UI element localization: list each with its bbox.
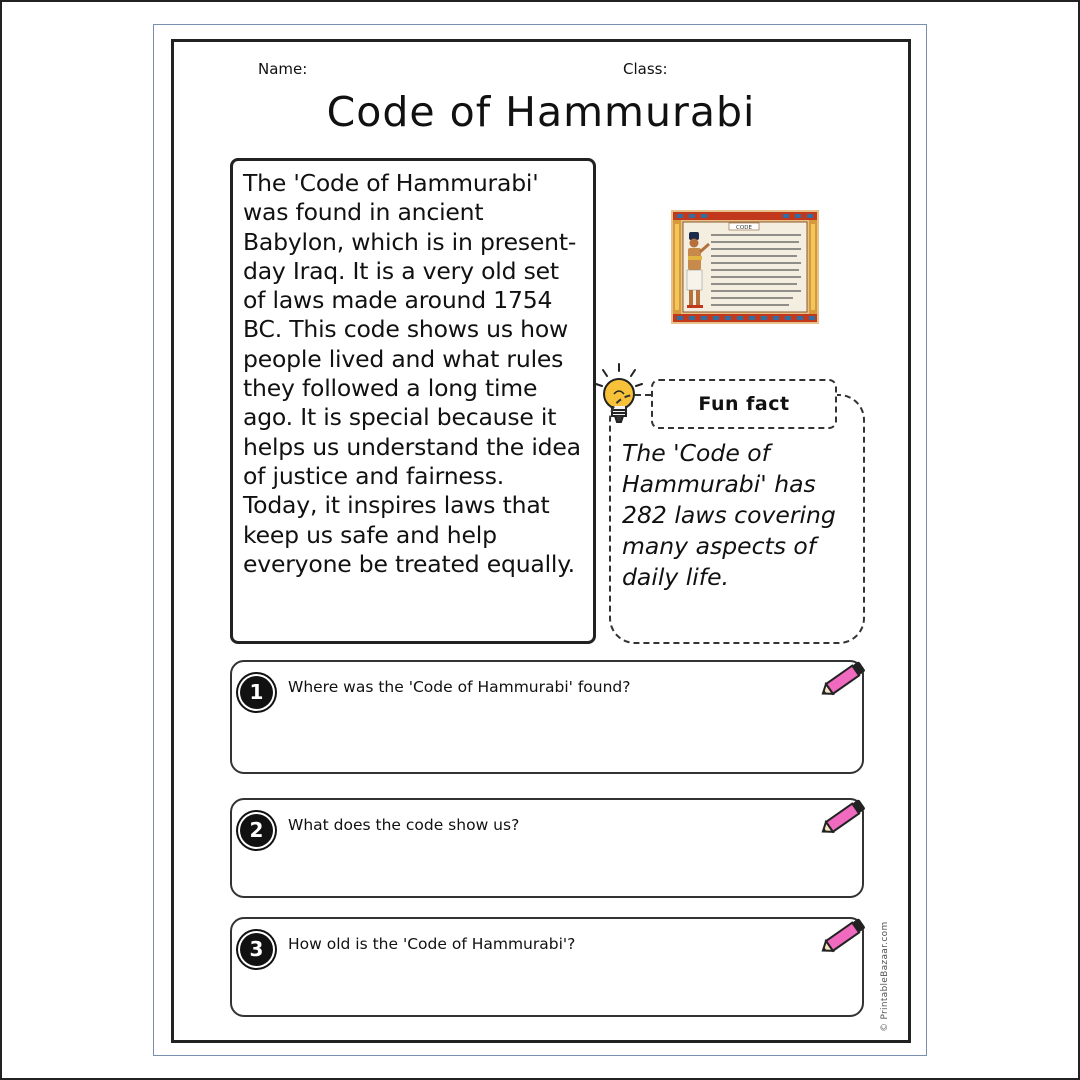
question-3-answer-box[interactable] [230, 917, 864, 1017]
reading-passage [230, 158, 596, 644]
question-2-text: What does the code show us? [288, 816, 520, 834]
worksheet-border [171, 39, 911, 1043]
question-1-answer-box[interactable] [230, 660, 864, 774]
question-1-text: Where was the 'Code of Hammurabi' found? [288, 678, 631, 696]
question-number-badge: 3 [240, 933, 273, 966]
class-label: Class: [623, 60, 668, 78]
page-title: Code of Hammurabi [326, 88, 756, 136]
worksheet-page [153, 24, 927, 1056]
code-tablet-illustration [671, 210, 819, 324]
question-number-badge: 2 [240, 814, 273, 847]
question-2-answer-box[interactable] [230, 798, 864, 898]
pencil-icon [818, 653, 872, 703]
fun-fact-text: The 'Code of Hammurabi' has 282 laws covering many aspects of daily life. [622, 439, 836, 591]
passage-text: The 'Code of Hammurabi' was found in ancient Babylon, which is in present-day Iraq. It is a very old set of laws made around 1754 BC. This code shows us how people lived and what rules they followed a long time ago. It is special because it helps us understand the idea of justice and fairness. Today, it inspires laws that keep us safe and help everyone be treated equally. [243, 169, 581, 578]
copyright-text: © PrintableBazaar.com [880, 921, 890, 1032]
fun-fact-label: Fun fact [651, 379, 837, 429]
question-3-text: How old is the 'Code of Hammurabi'? [288, 935, 576, 953]
name-label: Name: [258, 60, 308, 78]
question-number-badge: 1 [240, 676, 273, 709]
pencil-icon [818, 910, 872, 960]
tablet-label: CODE [736, 225, 752, 231]
pencil-icon [818, 791, 872, 841]
